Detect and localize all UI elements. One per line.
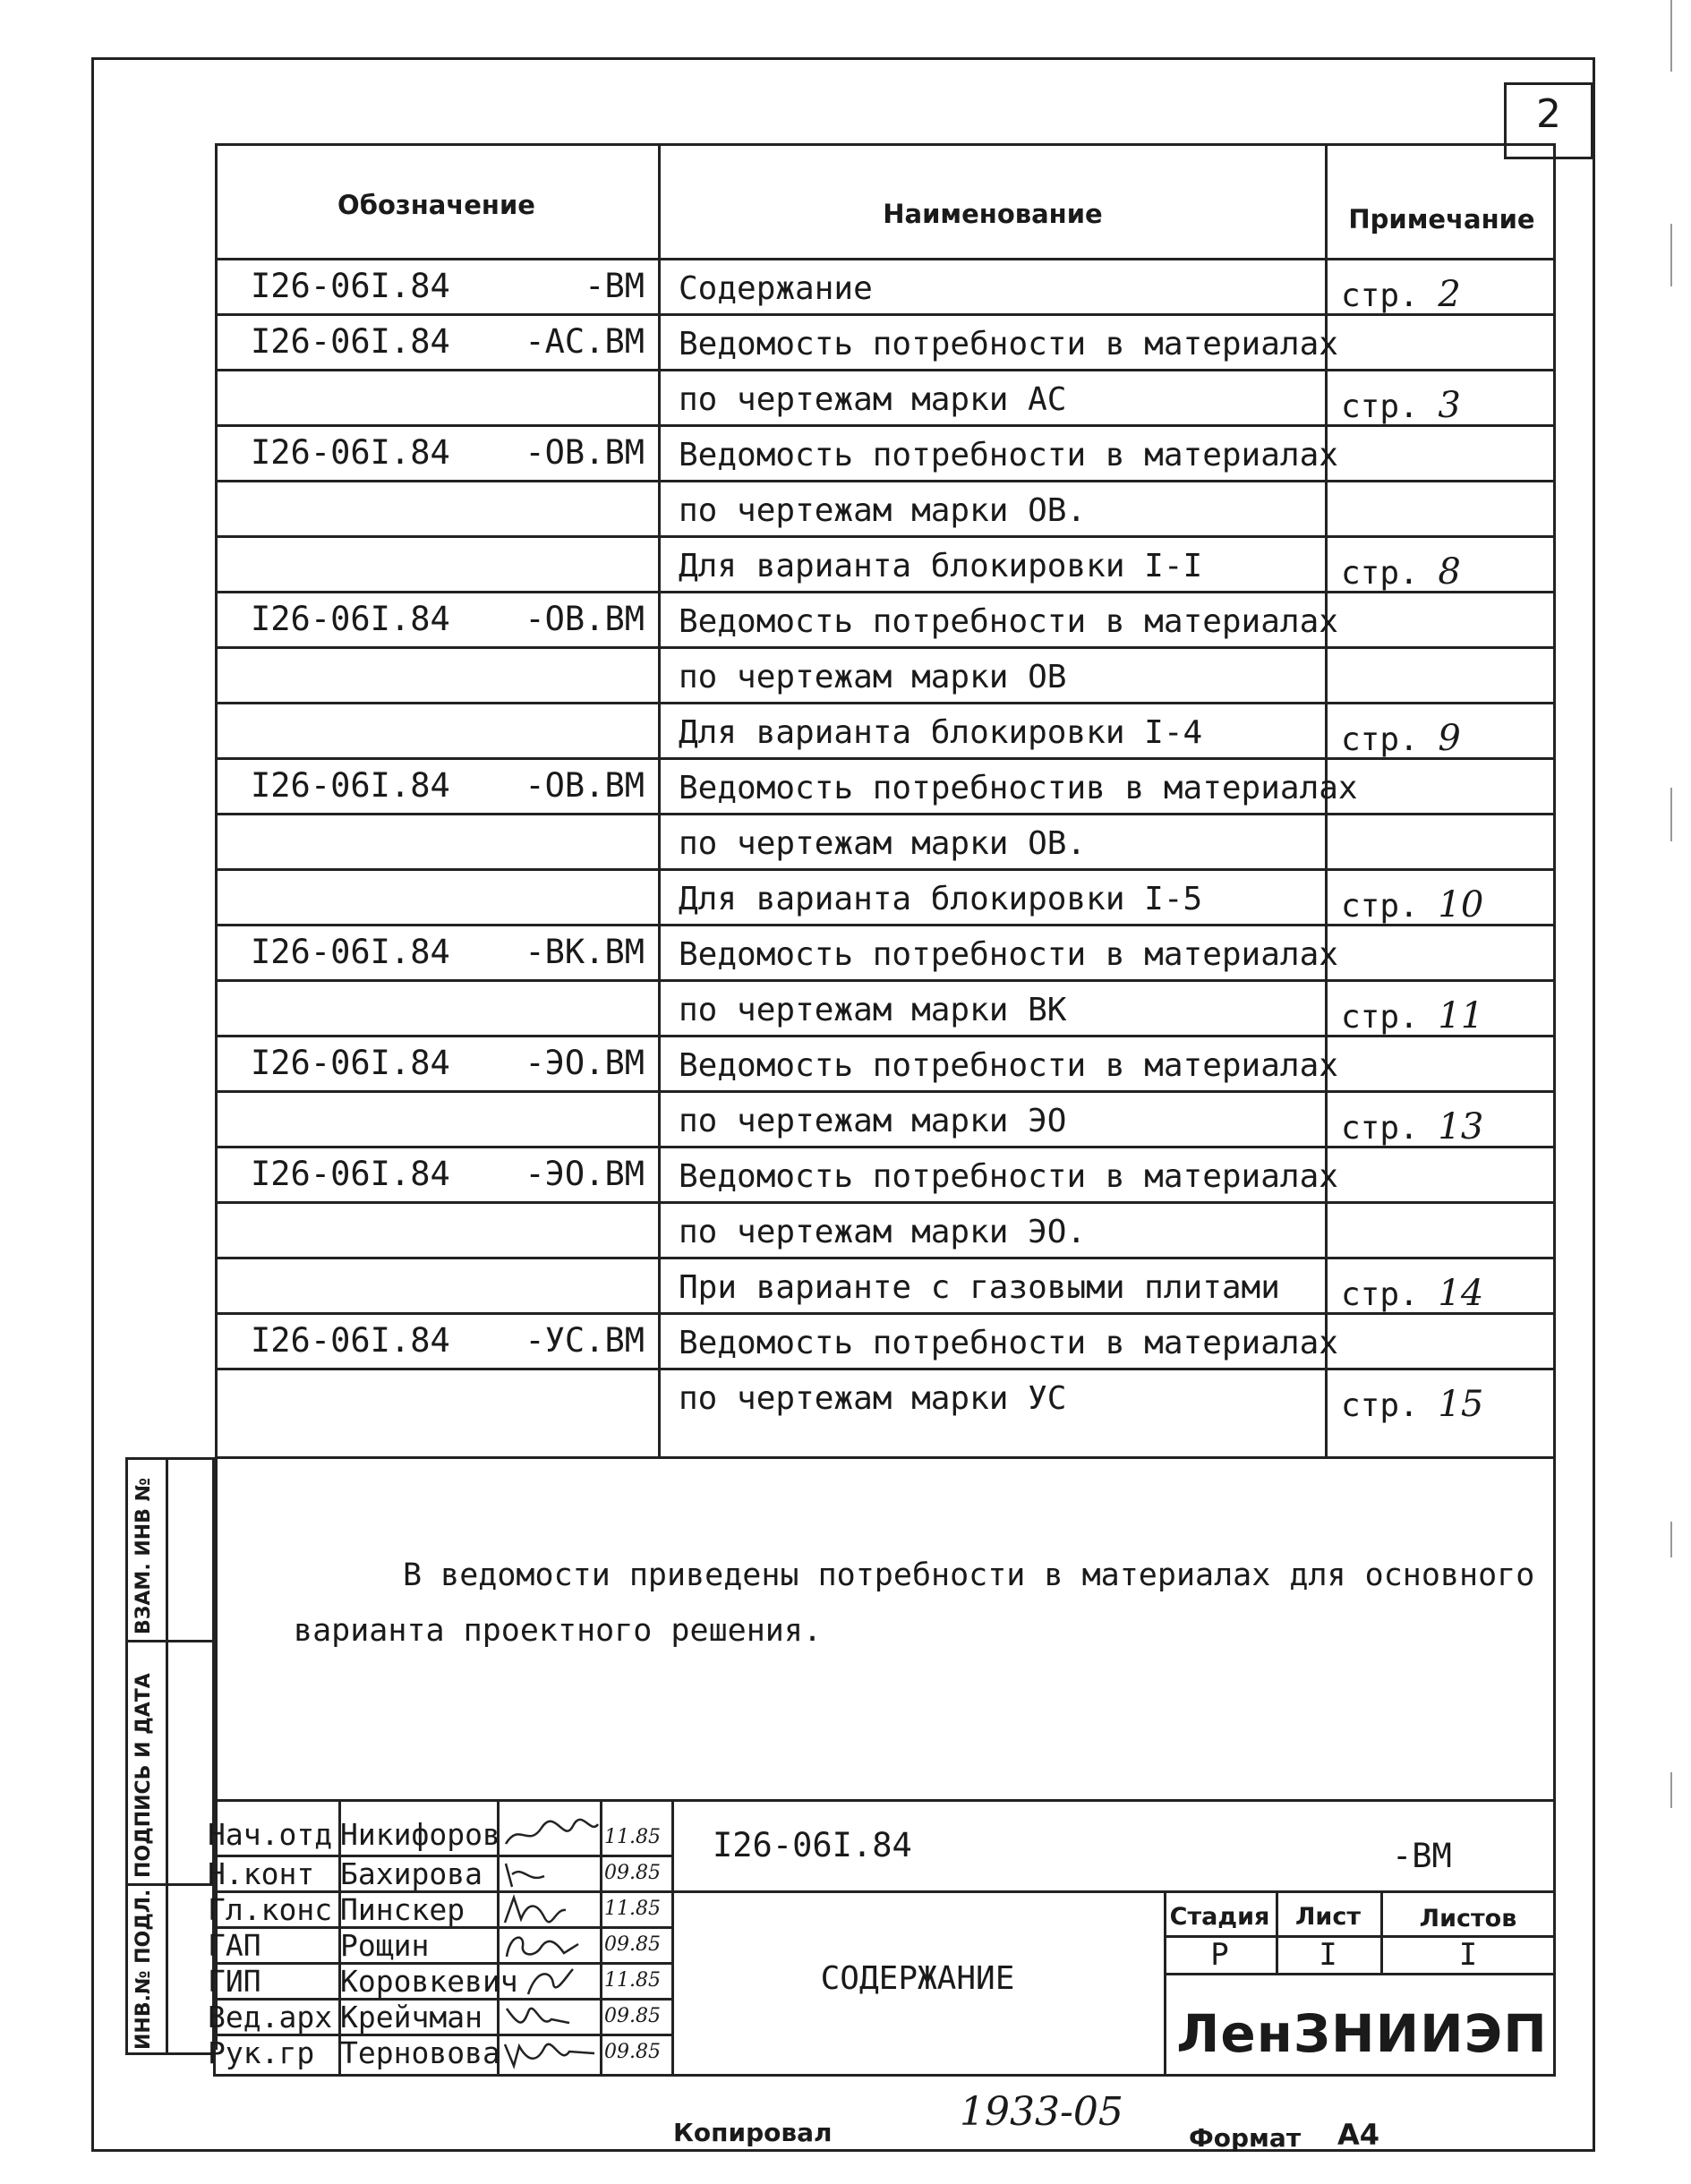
row-suffix: -УС.ВМ bbox=[525, 1321, 645, 1360]
col-divider-1 bbox=[658, 143, 661, 1459]
row-code: I26-06I.84 bbox=[251, 433, 450, 472]
signature-mark bbox=[501, 1817, 600, 1853]
row-code: I26-06I.84 bbox=[251, 322, 450, 361]
row-code: I26-06I.84 bbox=[251, 766, 450, 805]
sig-person: Коровкевич bbox=[340, 1964, 518, 1999]
row-suffix: -ОВ.ВМ bbox=[525, 600, 645, 638]
row-name: Ведомость потребности в материалах bbox=[679, 1158, 1338, 1195]
row-name: Ведомость потребности в материалах bbox=[679, 936, 1338, 973]
scan-edge-mark bbox=[1670, 1772, 1672, 1808]
sig-date: 09.85 bbox=[604, 2041, 661, 2063]
scan-edge-mark bbox=[1670, 788, 1672, 841]
side-label-inv-podl: ИНВ.№ ПОДЛ. bbox=[132, 1889, 155, 2050]
row-code: I26-06I.84 bbox=[251, 267, 450, 305]
row-suffix: -ВМ bbox=[585, 267, 645, 305]
title-document-code: I26-06I.84 bbox=[713, 1826, 912, 1864]
row-code: I26-06I.84 bbox=[251, 1155, 450, 1193]
title-document-suffix: -ВМ bbox=[1392, 1837, 1452, 1875]
sig-person: Рощин bbox=[340, 1928, 430, 1963]
header-divider bbox=[215, 258, 1556, 260]
sig-col-4 bbox=[671, 1799, 674, 2077]
sig-role: ГИП bbox=[208, 1964, 261, 1999]
signature-mark bbox=[501, 2000, 600, 2035]
sig-role: Нач.отд bbox=[208, 1817, 333, 1852]
row-name: Ведомость потребности в материалах bbox=[679, 437, 1338, 473]
header-note: Примечание bbox=[1348, 204, 1535, 235]
row-suffix: -ОВ.ВМ bbox=[525, 433, 645, 472]
row-code: I26-06I.84 bbox=[251, 1044, 450, 1082]
organization-name: ЛенЗНИИЭП bbox=[1176, 2003, 1548, 2064]
row-note: стр. 15 bbox=[1341, 1384, 1484, 1425]
sig-person: Крейчман bbox=[340, 2000, 483, 2035]
scan-edge-mark bbox=[1670, 224, 1672, 286]
row-name: Ведомость потребности в материалах bbox=[679, 326, 1338, 363]
sig-date: 11.85 bbox=[604, 1969, 661, 1992]
scan-edge-mark bbox=[1670, 1522, 1672, 1557]
row-note: стр. 10 bbox=[1341, 884, 1484, 926]
sig-date: 11.85 bbox=[604, 1898, 661, 1920]
row-note: стр. 3 bbox=[1341, 385, 1461, 426]
signature-mark bbox=[501, 1928, 600, 1964]
note-paragraph-line1: В ведомости приведены потребности в материалах для основного bbox=[403, 1557, 1535, 1593]
sheet-value: I bbox=[1319, 1937, 1337, 1973]
sig-role: ГАП bbox=[208, 1928, 261, 1963]
row-name: Для варианта блокировки I-I bbox=[679, 548, 1203, 584]
stage-value: Р bbox=[1210, 1937, 1229, 1973]
header-designation: Обозначение bbox=[337, 190, 535, 220]
row-name: по чертежам марки ВК bbox=[679, 992, 1067, 1028]
row-code: I26-06I.84 bbox=[251, 933, 450, 971]
sig-person: Никифоров bbox=[340, 1817, 500, 1852]
title-name: СОДЕРЖАНИЕ bbox=[820, 1960, 1015, 1997]
row-name: Ведомость потребности в материалах bbox=[679, 603, 1338, 640]
side-label-podpis-data: ПОДПИСЬ И ДАТА bbox=[132, 1673, 155, 1878]
row-name: Для варианта блокировки I-5 bbox=[679, 881, 1203, 917]
sig-role: Н.конт bbox=[208, 1856, 315, 1891]
row-name: по чертежам марки АС bbox=[679, 381, 1067, 418]
body-right-border bbox=[1553, 1459, 1556, 1808]
header-name: Наименование bbox=[883, 199, 1103, 229]
signature-mark bbox=[501, 1856, 600, 1892]
row-name: по чертежам марки ЭО. bbox=[679, 1214, 1087, 1250]
row-name: При варианте с газовыми плитами bbox=[679, 1269, 1280, 1306]
row-code: I26-06I.84 bbox=[251, 1321, 450, 1360]
sheets-label: Листов bbox=[1419, 1905, 1517, 1932]
format-value: А4 bbox=[1337, 2118, 1380, 2152]
side-stamp-row-2 bbox=[125, 1883, 215, 1886]
row-name: Для варианта блокировки I-4 bbox=[679, 714, 1203, 751]
row-name: по чертежам марки ОВ bbox=[679, 659, 1067, 695]
row-name: Ведомость потребностив в материалах bbox=[679, 770, 1358, 806]
sig-person: Бахирова bbox=[340, 1856, 483, 1891]
sig-date: 09.85 bbox=[604, 1862, 661, 1884]
sig-date: 11.85 bbox=[604, 1826, 661, 1848]
row-note: стр. 9 bbox=[1341, 718, 1461, 759]
sig-role: Гл.конс bbox=[208, 1892, 333, 1927]
sheet-label: Лист bbox=[1295, 1903, 1361, 1931]
format-label: Формат bbox=[1189, 2123, 1302, 2153]
sig-date: 09.85 bbox=[604, 1933, 661, 1956]
sheets-value: I bbox=[1458, 1937, 1478, 1973]
row-suffix: -ВК.ВМ bbox=[525, 933, 645, 971]
row-suffix: -ЭО.ВМ bbox=[525, 1044, 645, 1082]
row-note: стр. 8 bbox=[1341, 551, 1461, 593]
sig-person: Терновова bbox=[340, 2035, 500, 2070]
copy-number: 1933-05 bbox=[960, 2089, 1123, 2135]
row-note: стр. 2 bbox=[1341, 274, 1461, 315]
sig-role: Вед.арх bbox=[208, 2000, 333, 2035]
row-name: по чертежам марки ЭО bbox=[679, 1103, 1067, 1139]
sig-person: Пинскер bbox=[340, 1892, 465, 1927]
sig-role: Рук.гр bbox=[208, 2035, 315, 2070]
row-name: по чертежам марки УС bbox=[679, 1380, 1067, 1417]
row-suffix: -ОВ.ВМ bbox=[525, 766, 645, 805]
side-label-inv-vzam: ВЗАМ. ИНВ № bbox=[132, 1477, 155, 1634]
copied-label: Копировал bbox=[673, 2118, 833, 2147]
stage-row-divider-2 bbox=[1164, 1973, 1556, 1975]
signature-mark bbox=[501, 1892, 600, 1928]
signature-mark bbox=[501, 2035, 600, 2071]
row-name: Ведомость потребности в материалах bbox=[679, 1047, 1338, 1084]
row-name: по чертежам марки ОВ. bbox=[679, 492, 1087, 529]
sig-date: 09.85 bbox=[604, 2005, 661, 2027]
note-paragraph-line2: варианта проектного решения. bbox=[294, 1613, 823, 1649]
title-code-divider bbox=[671, 1890, 1556, 1893]
signature-mark bbox=[501, 1964, 600, 2000]
row-note: стр. 13 bbox=[1341, 1106, 1484, 1147]
stage-label: Стадия bbox=[1169, 1903, 1270, 1931]
sheet-number: 2 bbox=[1536, 91, 1561, 137]
row-code: I26-06I.84 bbox=[251, 600, 450, 638]
row-name: по чертежам марки ОВ. bbox=[679, 825, 1087, 862]
scan-edge-mark bbox=[1670, 0, 1672, 72]
row-suffix: -АС.ВМ bbox=[525, 322, 645, 361]
row-note: стр. 11 bbox=[1341, 995, 1484, 1037]
row-name: Ведомость потребности в материалах bbox=[679, 1325, 1338, 1361]
row-name: Содержание bbox=[679, 270, 873, 307]
row-suffix: -ЭО.ВМ bbox=[525, 1155, 645, 1193]
row-note: стр. 14 bbox=[1341, 1273, 1484, 1314]
side-stamp-divider bbox=[166, 1457, 168, 2055]
side-stamp-row-1 bbox=[125, 1640, 215, 1642]
